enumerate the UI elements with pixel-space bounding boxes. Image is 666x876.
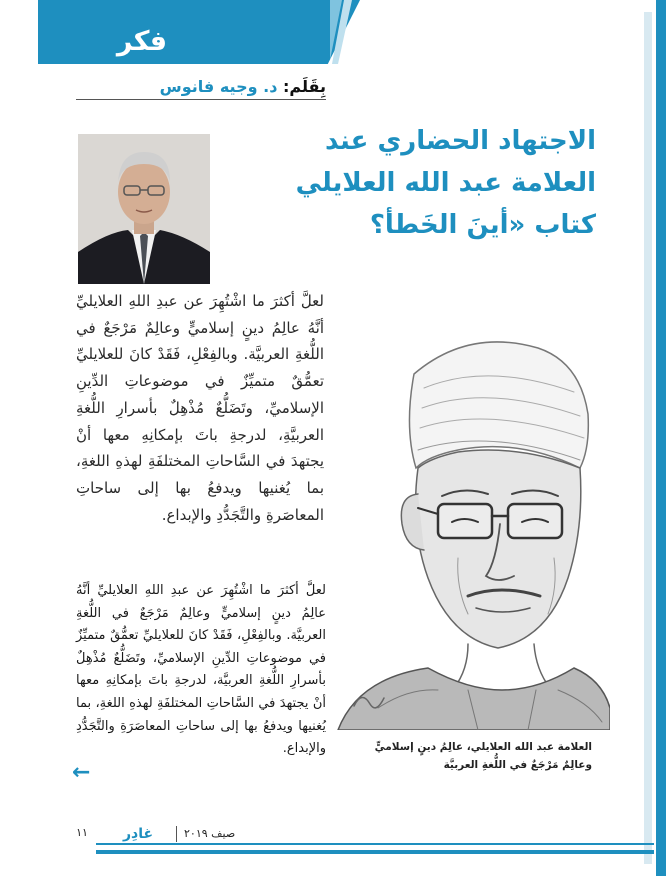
arrow-left-icon[interactable]: ← [72,760,91,785]
page-number: ١١ [76,826,88,839]
author-name: د. وجيه فانوس [159,77,278,96]
footer-rule [96,843,654,845]
portrait-sketch [318,318,610,730]
byline-prefix: بِقَلَم: [283,77,326,96]
section-label: فكر سياسي [91,26,193,97]
decorative-rail-gap [652,0,656,876]
issue-label: صيف ٢٠١٩ [184,827,236,840]
byline [76,76,326,100]
title-line-3: كتاب «أينَ الخَطأ؟ [369,210,596,240]
body-paragraph-2: لعلَّ أكثرَ ما اشْتُهِرَ عن عبدِ اللهِ العلايليِّ أنَّهُ عالِمُ دينٍ إسلاميٍّ وعالِمٌ مَرْجَعٌ في اللُّغةِ العربيَّة. وبالفِعْلِ، فَقَدْ كانَ للعلايليِّ تعمُّقٌ متميِّزٌ في موضوعاتِ الدِّينِ الإسلاميِّ، وتَضَلُّعٌ مُذْهِلٌ بأسرارِ اللُّغةِ العربيَّة، لدرجةِ باتَ بإمكانِهِ معها أنْ يجتهدَ في السَّاحاتِ المختلفَةِ لهذهِ اللغةِ، بما يُغنيها ويدفعُ بها إلى ساحاتِ المعاصَرَةِ والتَّجَدُّدِ والإبداع. [76,583,326,757]
body-paragraph-1: لعلَّ أكثرَ ما اشْتُهِرَ عن عبدِ اللهِ العلايليِّ أنَّهُ عالِمُ دينٍ إسلاميٍّ وعالِمٌ مَرْجَعٌ في اللُّغةِ العربيَّة. وبالفِعْلِ، فَقَدْ كانَ للعلايليِّ تعمُّقٌ متميِّزٌ في موضوعاتِ الدِّينِ الإسلاميِّ، وتَضَلُّعٌ مُذْهِلٌ بأسرارِ اللُّغةِ العربيَّةِ، لدرجةِ باتَ بإمكانِهِ معها أنْ يجتهدَ في السَّاحاتِ المختلفَةِ لهذهِ اللغةِ، بما يُغنيها ويدفعُ بها إلى ساحاتِ المعاصَرةِ والتَّجَدُّدِ والإبداع. [76,292,324,524]
footer-rule-thick [96,850,654,854]
decorative-rail [644,12,652,864]
title-line-1: الاجتهاد الحضاري عند [325,126,596,156]
title-line-2: العلامة عبد الله العلايلي [295,168,596,198]
image-caption: العلامة عبد الله العلايلي، عالِمُ دينٍ إسلاميٍّ وعالِمٌ مَرْجَعٌ في اللُّغةِ العربيَّة [374,741,592,771]
magazine-logo: غادِر [122,826,154,842]
decorative-rail-accent [656,0,666,876]
banner-decoration [330,0,380,64]
footer-separator [176,826,177,842]
article-title [240,120,596,250]
author-photo [78,134,210,284]
